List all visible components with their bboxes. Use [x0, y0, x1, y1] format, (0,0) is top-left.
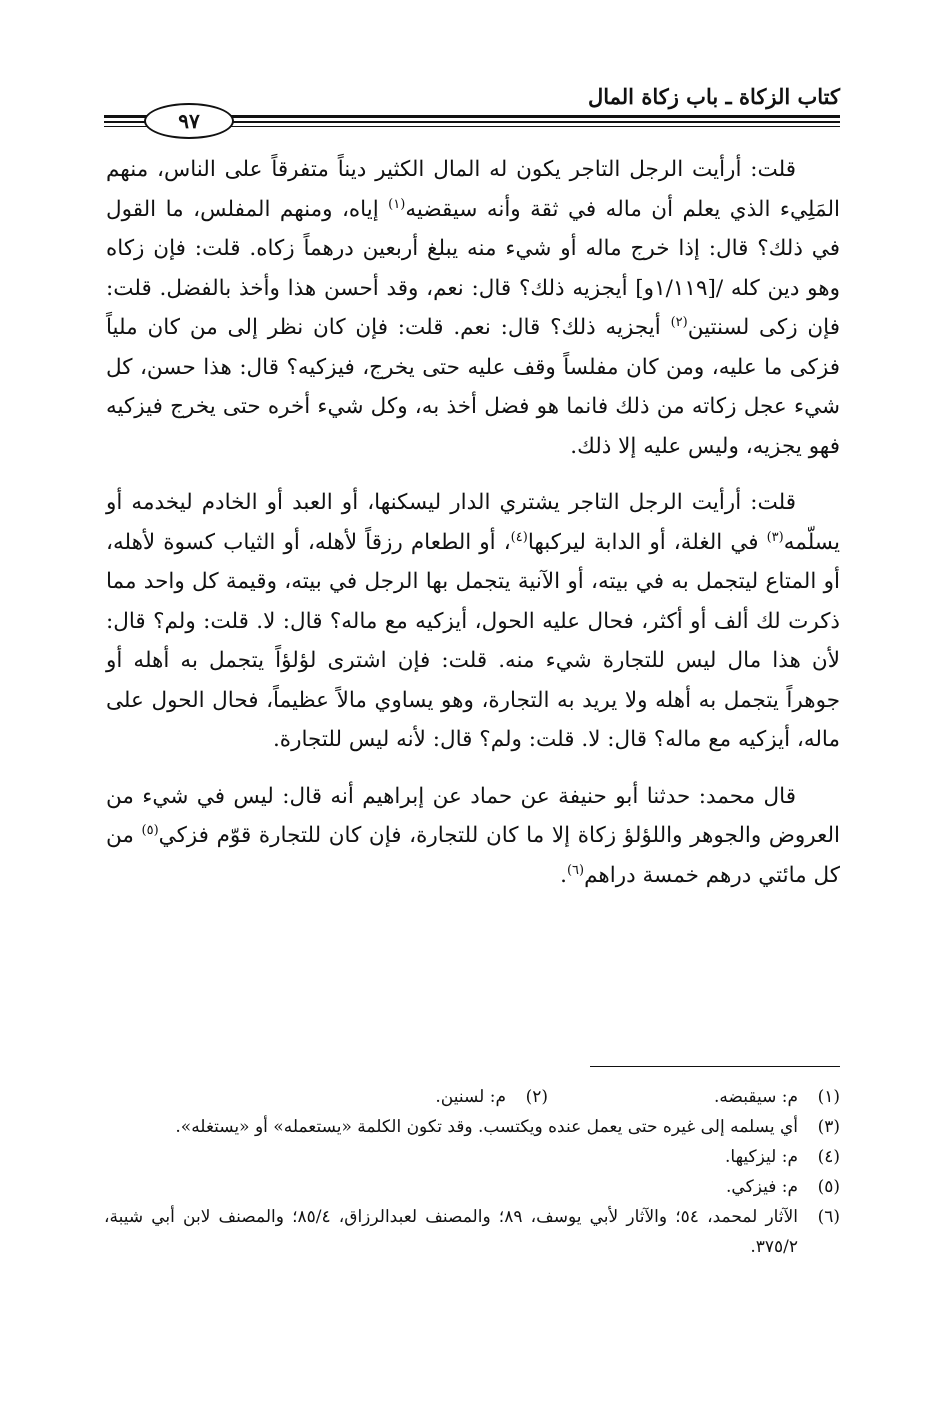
paragraph-3: [106, 777, 840, 896]
paragraph-text: إياه، ومنهم المفلس، ما القول في ذلك؟ قال: إذا خرج ماله أو شيء منه يبلغ أربعين درهماً زكاه. قلت: فإن زكاه وهو دين كله /[١/١١٩و] أيجزيه ذلك؟ قال: نعم، وقد أحسن هذا وأخذ بالفضل. قلت: فإن زكى لسنتين: [106, 196, 841, 340]
footnote-1: [548, 1082, 840, 1112]
paragraph-text: في الغلة، أو الدابة ليركبها: [527, 529, 767, 555]
paragraph-text: قلت: أرأيت الرجل التاجر يشتري الدار ليسكنها، أو العبد أو الخادم ليخدمه أو يسلّمه: [106, 490, 840, 555]
footnote-text: الآثار لمحمد، ٥٤؛ والآثار لأبي يوسف، ٨٩؛ والمصنف لعبدالرزاق، ٨٥/٤؛ والمصنف لابن أبي شيبة، ٣٧٥/٢.: [104, 1207, 798, 1257]
footnote-2: [256, 1082, 548, 1112]
footnote-ref-1[interactable]: (١): [388, 196, 406, 212]
paragraph-text: قال محمد: حدثنا أبو حنيفة عن حماد عن إبراهيم أنه قال: ليس في شيء من العروض والجوهر واللؤلؤ زكاة إلا ما كان للتجارة، فإن كان للتجارة قوّم فزكي: [106, 783, 841, 848]
footnote-ref-3[interactable]: (٣): [766, 529, 784, 545]
footnote-ref-6[interactable]: (٦): [566, 862, 585, 878]
footnote-number: (٤): [817, 1147, 840, 1167]
footnote-text: م: سيقبضه.: [713, 1087, 798, 1107]
footnote-5: [104, 1172, 840, 1202]
footnote-text: م: لسنين.: [435, 1087, 506, 1107]
footnote-3: [104, 1112, 840, 1142]
footnote-6: [104, 1202, 840, 1262]
main-text: [106, 150, 840, 895]
footnotes: [104, 1082, 840, 1262]
footnote-separator: [590, 1066, 840, 1067]
footnote-number: (٣): [817, 1117, 840, 1137]
footnote-ref-5[interactable]: (٥): [141, 822, 159, 838]
footnote-text: م: ليزكيها.: [725, 1147, 798, 1167]
paragraph-2: [106, 483, 840, 760]
footnote-4: [104, 1142, 840, 1172]
paragraph-1: [106, 150, 840, 466]
page-number: ٩٧: [144, 103, 234, 139]
footnote-text: م: فيزكي.: [726, 1177, 798, 1197]
paragraph-text: ، أو الطعام رزقاً لأهله، أو الثياب كسوة لأهله، أو المتاع ليتجمل به في بيته، أو الآنية يتجمل بها الرجل في بيته، وقيمة كل واحد مما ذكرت لك ألف أو أكثر، فحال عليه الحول، أيزكيه مع ماله؟ قال: لا. قلت: ولم؟ قال: لأن هذا مال ليس للتجارة شيء منه. قلت: فإن اشترى لؤلؤاً يتجمل به أهله أو جوهراً يتجمل به أهله ولا يريد به التجارة، وهو يساوي مالاً عظيماً، فحال الحول على ماله، أيزكيه مع ماله؟ قال: لا. قلت: ولم؟ قال: لأنه ليس للتجارة.: [106, 529, 840, 752]
footnote-number: (٢): [525, 1087, 548, 1107]
paragraph-text: .: [560, 862, 567, 888]
paragraph-text: قلت: أرأيت الرجل التاجر يكون له المال الكثير ديناً متفرقاً على الناس، منهم المَلِيء الذي يعلم أن ماله في ثقة وأنه سيقضيه: [106, 157, 841, 222]
footnote-number: (١): [817, 1087, 840, 1107]
paragraph-text: من كل مائتي درهم خمسة دراهم: [106, 823, 840, 888]
footnote-row: [104, 1082, 840, 1112]
footnote-ref-4[interactable]: (٤): [510, 529, 528, 545]
footnote-number: (٦): [817, 1207, 840, 1227]
paragraph-text: أيجزيه ذلك؟ قال: نعم. قلت: فإن كان نظر إلى من كان ملياً فزكى ما عليه، ومن كان مفلساً وقف عليه حتى يخرج، فيزكيه؟ قال: هذا حسن، كل شيء عجل زكاته من ذلك فانما هو فضل أخذ به، وكل شيء أخره حتى يخرج فيزكيه فهو يجزيه، وليس عليه إلا ذلك.: [106, 315, 840, 459]
footnote-text: أي يسلمه إلى غيره حتى يعمل عنده ويكتسب. وقد تكون الكلمة «يستعمله» أو «يستغله».: [175, 1117, 798, 1137]
footnote-ref-2[interactable]: (٢): [670, 314, 688, 330]
footnote-number: (٥): [817, 1177, 840, 1197]
running-title: كتاب الزكاة ـ باب زكاة المال: [587, 84, 840, 109]
